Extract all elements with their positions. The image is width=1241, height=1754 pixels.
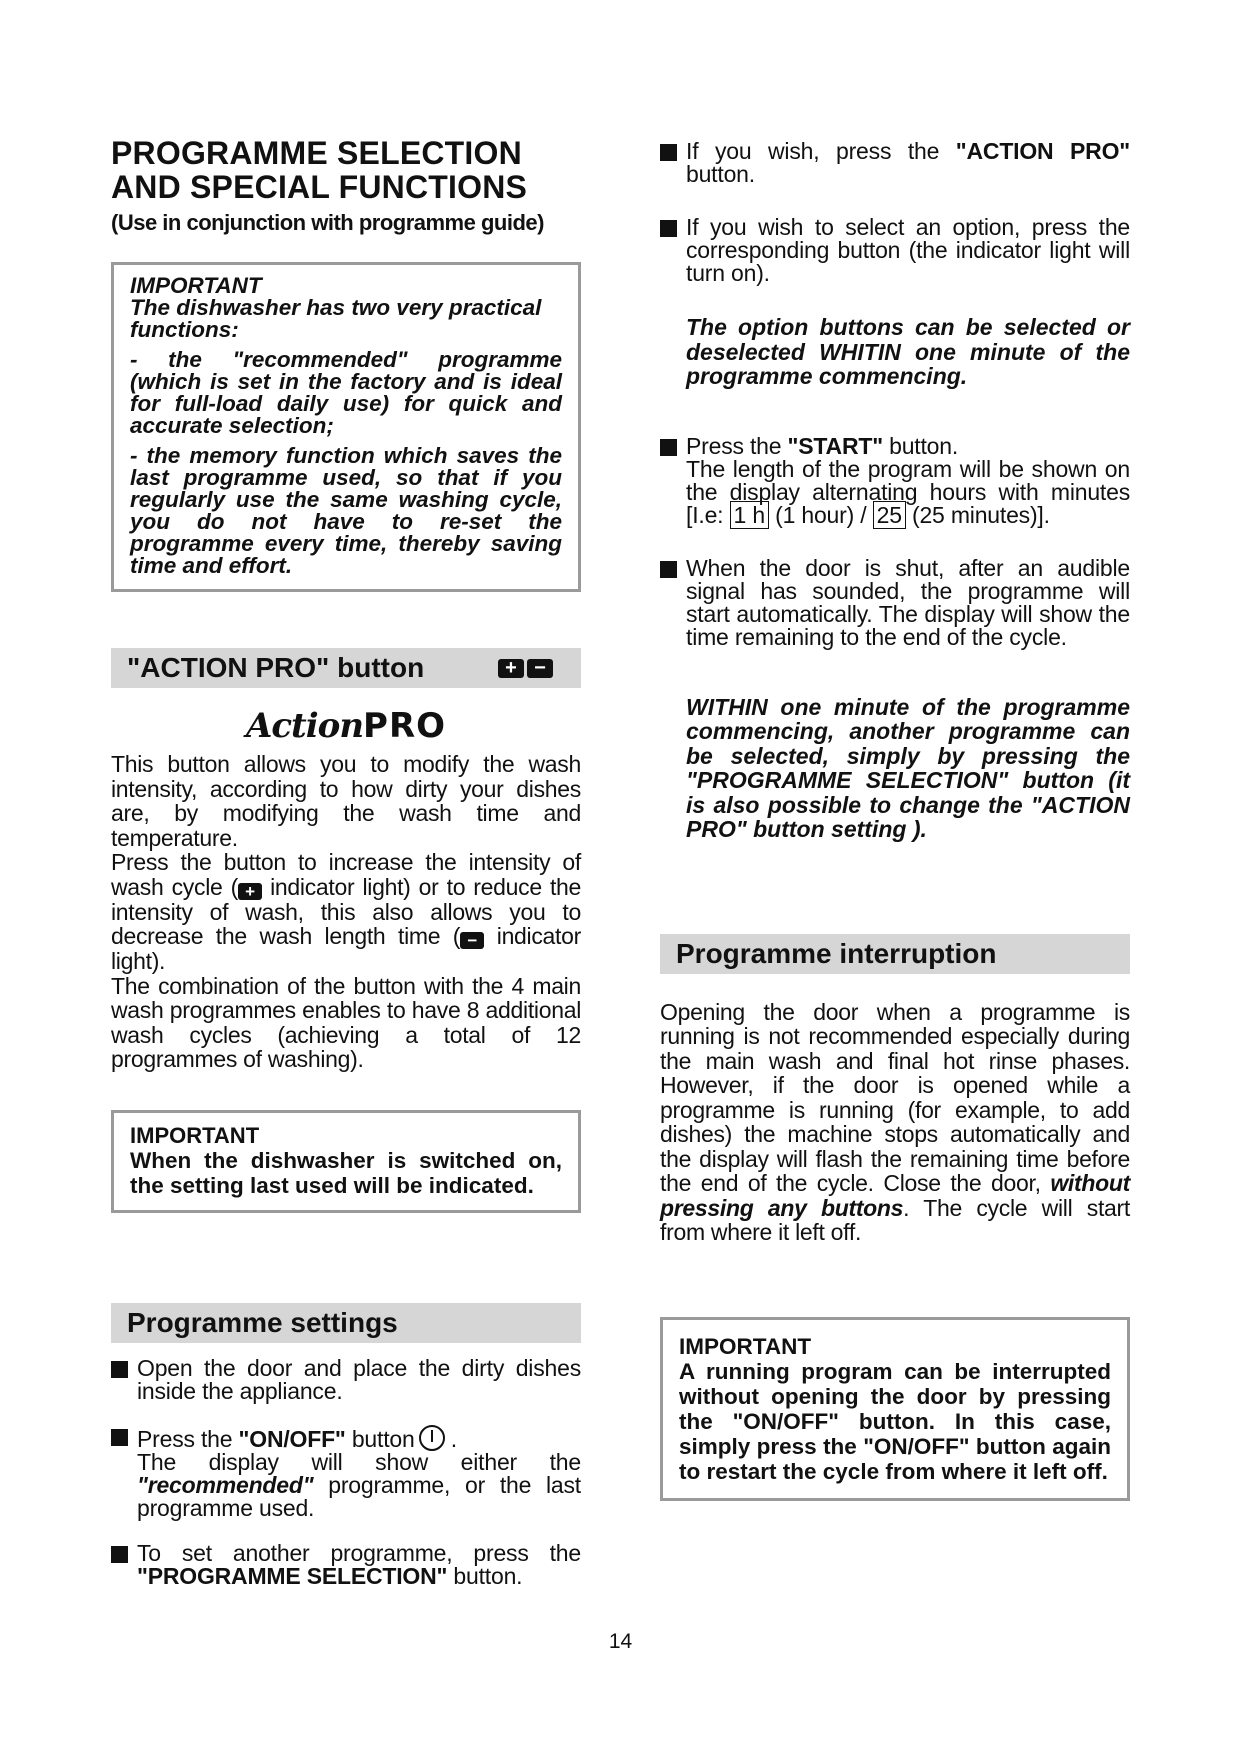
settings-step-open-door: Open the door and place the dirty dishes inside the appliance. (111, 1357, 581, 1403)
power-icon (419, 1425, 445, 1451)
action-logo-pro: PRO (363, 706, 447, 746)
bullet-square-icon (111, 1361, 128, 1378)
bullet-square-icon (660, 561, 677, 578)
right-column (660, 130, 1130, 1501)
step-start: Press the "START" button. The length of the program will be shown on the display alternating hours with minutes [I.e: 1 h (1 hour) / 25 (25 minutes)]. (660, 435, 1130, 527)
step-door-shut: When the door is shut, after an audible signal has sounded, the programme will start automatically. The display will show the time remaining to the end of the cycle. (660, 557, 1130, 649)
plus-icon: + (498, 659, 524, 678)
bullet-square-icon (660, 144, 677, 161)
left-column (111, 130, 581, 1588)
page-title (111, 136, 581, 204)
action-pro-instructions: Press the button to increase the intensity of wash cycle ( + indicator light) or to reduce the intensity of wash, this also allows you to decrease the wash length time ( − indicator light). (111, 849, 582, 974)
important-box-functions (111, 262, 581, 592)
important-heading: IMPORTANT (130, 1122, 260, 1148)
plus-indicator-icon: + (238, 883, 262, 900)
step-select-option: If you wish to select an option, press the corresponding button (the indicator light will turn on). (660, 216, 1130, 285)
programme-interruption-header (660, 934, 1130, 974)
important-box-memory (111, 1110, 581, 1213)
display-minutes-box: 25 (873, 501, 906, 529)
bullet-square-icon (111, 1546, 128, 1563)
programme-interruption-label: Programme interruption (676, 937, 997, 969)
important-heading: IMPORTANT (679, 1333, 812, 1359)
minus-indicator-icon: − (460, 932, 484, 949)
action-pro-header-label: "ACTION PRO" button (127, 652, 425, 683)
action-logo-script: Action (245, 706, 364, 746)
action-pro-combination: The combination of the button with the 4 main wash programmes enables to have 8 additional wash cycles (achieving a total of 12 programmes of washing). (111, 972, 581, 1072)
action-pro-logo (111, 706, 581, 746)
display-hour-box: 1 h (730, 501, 769, 529)
action-pro-header (111, 648, 581, 688)
settings-step-programme-selection: To set another programme, press the "PROGRAMME SELECTION" button. (111, 1542, 581, 1588)
important-text: When the dishwasher is switched on, the setting last used will be indicated. (130, 1147, 562, 1198)
important-item-recommended: - the "recommended" programme (which is set in the factory and is ideal for full-load daily use) for quick and accurate selection; (130, 347, 562, 438)
subtitle: (Use in conjunction with programme guide) (111, 210, 544, 235)
important-item-memory: - the memory function which saves the last programme used, so that if you regularly use the same washing cycle, you do not have to re-set the programme every time, thereby saving time and effort. (130, 443, 562, 578)
important-heading: IMPORTANT (130, 273, 262, 298)
important-intro: The dishwasher has two very practical functions: (130, 295, 542, 342)
important-box-interruption (660, 1317, 1130, 1501)
bullet-square-icon (111, 1429, 128, 1446)
action-pro-description: This button allows you to modify the wash intensity, according to how dirty your dishes are, by modifying the wash time and temperature. (111, 751, 581, 851)
title-line-2: AND SPECIAL FUNCTIONS (111, 169, 528, 205)
important-text: A running program can be interrupted without opening the door by pressing the "ON/OFF" button. In this case, simply press the "ON/OFF" button again to restart the cycle from where it left off. (679, 1358, 1111, 1484)
plus-minus-button-icon (498, 659, 553, 678)
programme-settings-header (111, 1303, 581, 1343)
minus-icon: − (527, 659, 553, 678)
option-note: The option buttons can be selected or deselected WHITIN one minute of the programme commencing. (686, 314, 1130, 389)
interruption-text: Opening the door when a programme is running is not recommended especially during the main wash and final hot rinse phases. However, if the door is opened while a programme is running (for example, to add dishes) the machine stops automatically and the display will flash the remaining time before the end of the cycle. Close the door, without pressing any buttons. The cycle will start from where it left off. (660, 998, 1130, 1245)
bullet-square-icon (660, 439, 677, 456)
title-line-1: PROGRAMME SELECTION (111, 135, 522, 171)
settings-step-on-off: Press the "ON/OFF" button . The display will show either the "recommended" programme, or the last programme used. (111, 1425, 581, 1520)
bullet-square-icon (660, 220, 677, 237)
step-action-pro: If you wish, press the "ACTION PRO" button. (660, 140, 1130, 186)
change-programme-note: WITHIN one minute of the programme commencing, another programme can be selected, simply by pressing the "PROGRAMME SELECTION" button (it is also possible to change the "ACTION PRO" button setting ). (686, 693, 1130, 842)
programme-settings-label: Programme settings (127, 1306, 398, 1338)
page-number: 14 (608, 1630, 633, 1653)
